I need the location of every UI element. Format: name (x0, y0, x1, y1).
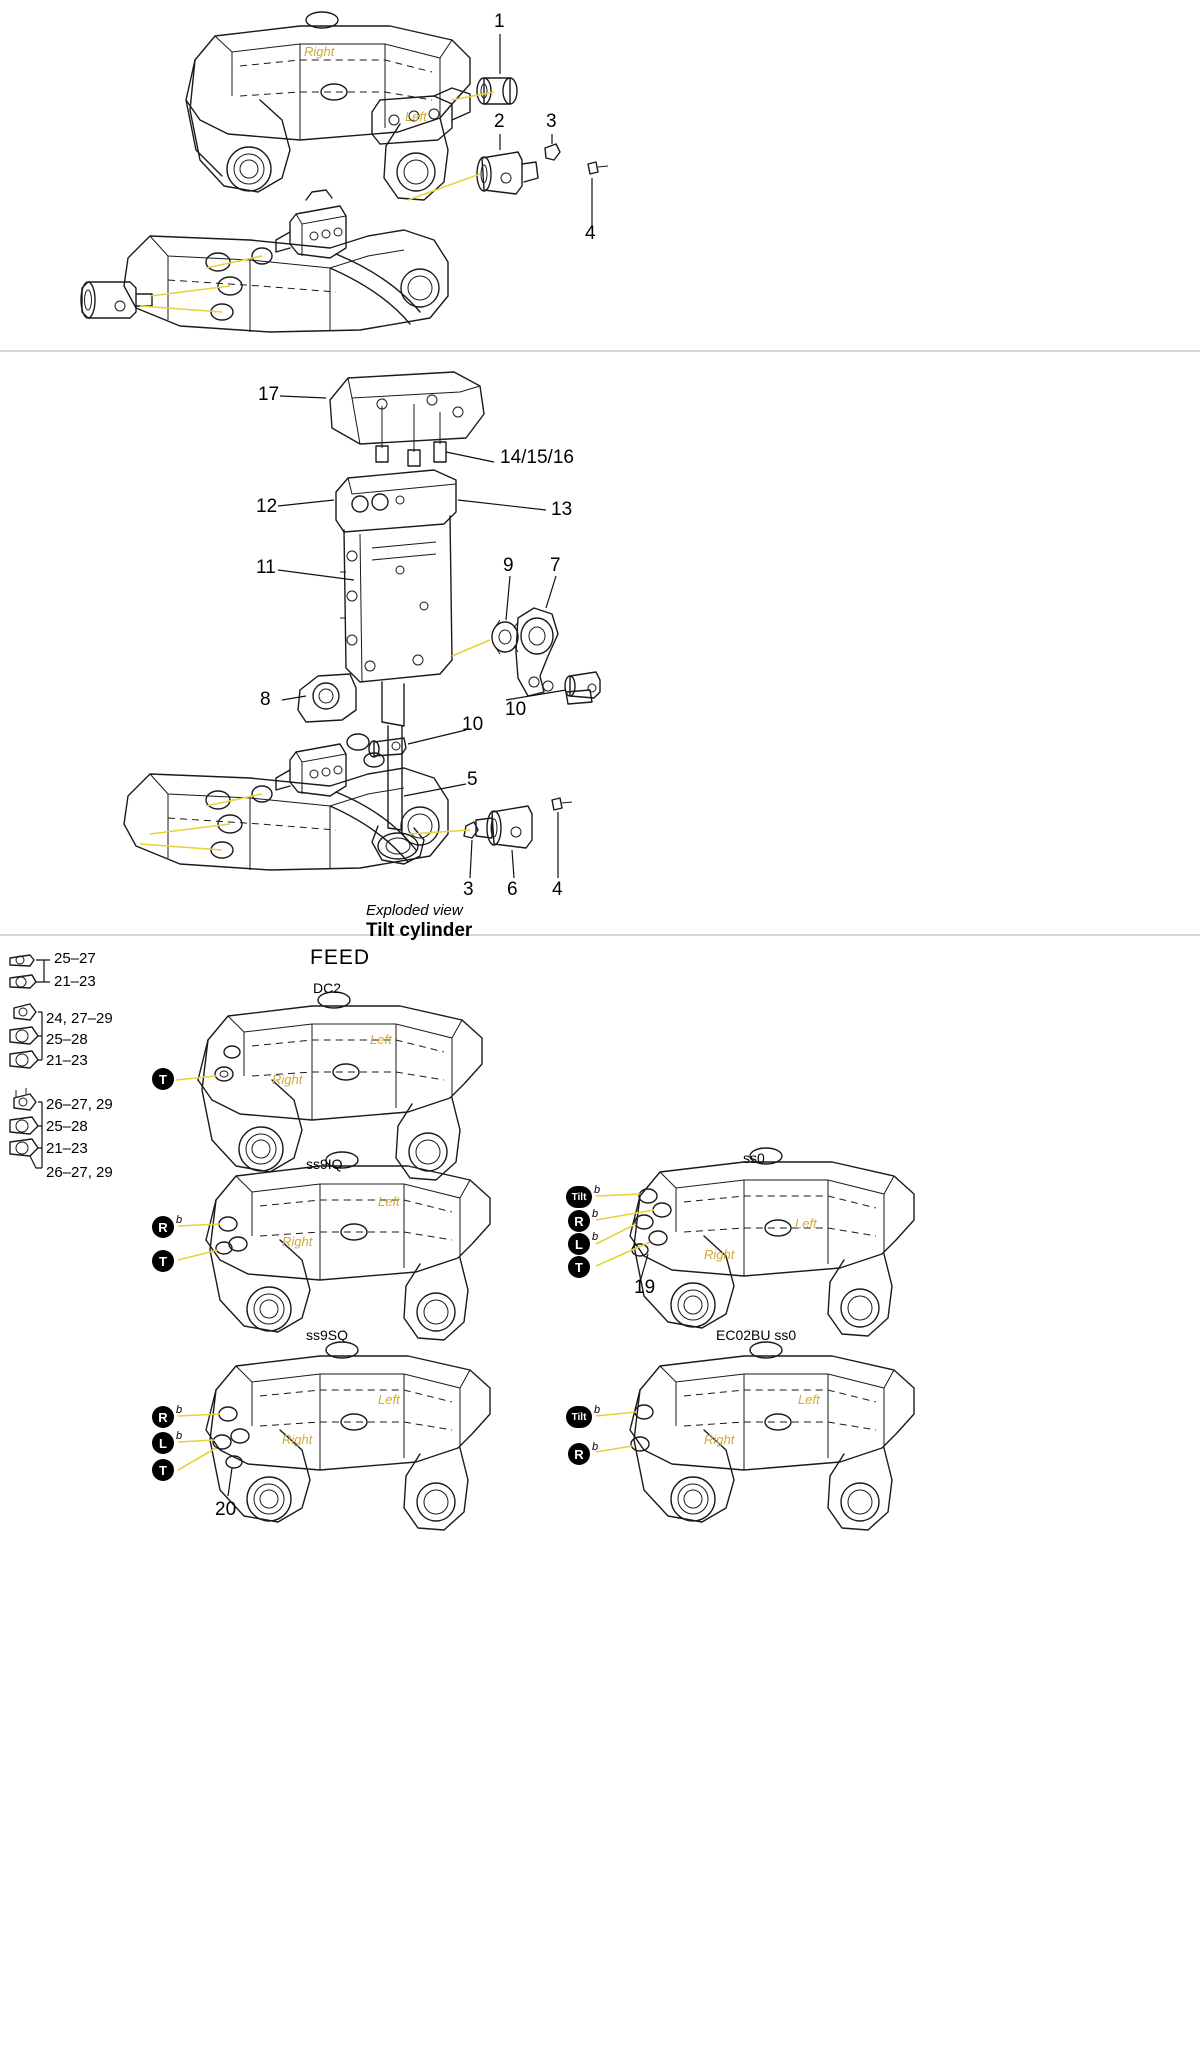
port-sub-ss9iq-r: b (176, 1214, 183, 1226)
callout-20: 20 (215, 1499, 237, 1520)
callout-10-pins: 10 (505, 699, 527, 720)
variant-label-dc2: DC2 (313, 980, 342, 996)
side-label-left: Left (405, 109, 427, 124)
port-badge-ss0-r: R (568, 1210, 590, 1232)
frame-ec02bu-ss0 (596, 1342, 914, 1530)
port-badge-ss9iq-r: R (152, 1216, 174, 1238)
exploded-view-caption-line1: Exploded view (366, 902, 463, 919)
side-label-ss9sq-left: Left (378, 1392, 400, 1407)
callout-5: 5 (467, 769, 478, 790)
side-label-ss9iq-right: Right (282, 1234, 313, 1249)
variant-label-ec02bu-ss0: EC02BU ss0 (716, 1327, 797, 1343)
callout-13: 13 (551, 499, 573, 520)
port-badge-ec02bu-tilt: Tilt (566, 1406, 592, 1428)
callout-1: 1 (494, 11, 505, 32)
exploded-view-caption-line2: Tilt cylinder (366, 920, 473, 941)
legend-item-26-27-29-b: 26–27, 29 (46, 1164, 113, 1181)
feed-variants-art (10, 955, 914, 1530)
port-badge-dc2-t: T (152, 1068, 174, 1090)
port-badge-ss0-tilt: Tilt (566, 1186, 592, 1208)
callout-6: 6 (507, 879, 518, 900)
side-label-ss9sq-right: Right (282, 1432, 313, 1447)
legend-item-25-27: 25–27 (54, 950, 96, 967)
top-assembly-art (81, 12, 608, 332)
callout-3: 3 (546, 111, 557, 132)
callout-10-rod: 10 (462, 714, 484, 735)
callout-2: 2 (494, 111, 505, 132)
side-label-dc2-right: Right (272, 1072, 303, 1087)
legend-item-26-27-29: 26–27, 29 (46, 1096, 113, 1113)
side-label-ss9iq-left: Left (378, 1194, 400, 1209)
side-label-ec02bu-right: Right (704, 1432, 735, 1447)
callout-8: 8 (260, 689, 271, 710)
side-label-ec02bu-left: Left (798, 1392, 820, 1407)
port-badge-ss9iq-t: T (152, 1250, 174, 1272)
callout-17: 17 (258, 384, 280, 405)
legend-item-21-23-b: 21–23 (46, 1052, 88, 1069)
port-sub-ss9sq-r: b (176, 1404, 183, 1416)
frame-ss0 (596, 1148, 914, 1336)
feed-title: FEED (310, 946, 371, 969)
side-label-ss0-left: Left (795, 1216, 817, 1231)
port-sub-ss0-r: b (592, 1208, 599, 1220)
port-badge-ss0-l: L (568, 1233, 590, 1255)
port-sub-ss9sq-l: b (176, 1430, 183, 1442)
port-sub-ec02bu-r: b (592, 1441, 599, 1453)
port-sub-ec02bu-tilt: b (594, 1404, 601, 1416)
legend-fittings (10, 955, 50, 1168)
legend-item-25-28-b: 25–28 (46, 1118, 88, 1135)
callout-12: 12 (256, 496, 278, 517)
legend-item-25-28: 25–28 (46, 1031, 88, 1048)
port-badge-ec02bu-r: R (568, 1443, 590, 1465)
callout-4-lower: 4 (552, 879, 563, 900)
port-badge-ss9sq-t: T (152, 1459, 174, 1481)
callout-3-lower: 3 (463, 879, 474, 900)
port-badge-ss9sq-r: R (152, 1406, 174, 1428)
callout-14-15-16: 14/15/16 (500, 447, 574, 468)
variant-label-ss0: ss0 (743, 1150, 765, 1166)
port-badge-ss9sq-l: L (152, 1432, 174, 1454)
callout-7: 7 (550, 555, 561, 576)
callout-4: 4 (585, 223, 596, 244)
side-label-ss0-right: Right (704, 1247, 735, 1262)
callout-19: 19 (634, 1277, 656, 1298)
variant-label-ss9sq: ss9SQ (306, 1327, 349, 1343)
callout-9: 9 (503, 555, 514, 576)
legend-item-21-23: 21–23 (54, 973, 96, 990)
side-label-dc2-left: Left (370, 1032, 392, 1047)
legend-item-21-23-c: 21–23 (46, 1140, 88, 1157)
port-badge-ss0-t: T (568, 1256, 590, 1278)
side-label-right: Right (304, 44, 335, 59)
callout-11: 11 (256, 557, 276, 578)
port-sub-ss0-l: b (592, 1231, 599, 1243)
frame-ss9iq (178, 1152, 490, 1340)
frame-dc2 (176, 992, 482, 1180)
legend-item-24-27-29: 24, 27–29 (46, 1010, 113, 1027)
variant-label-ss9iq: ss9IQ (306, 1156, 343, 1172)
port-sub-ss0-tilt: b (594, 1184, 601, 1196)
